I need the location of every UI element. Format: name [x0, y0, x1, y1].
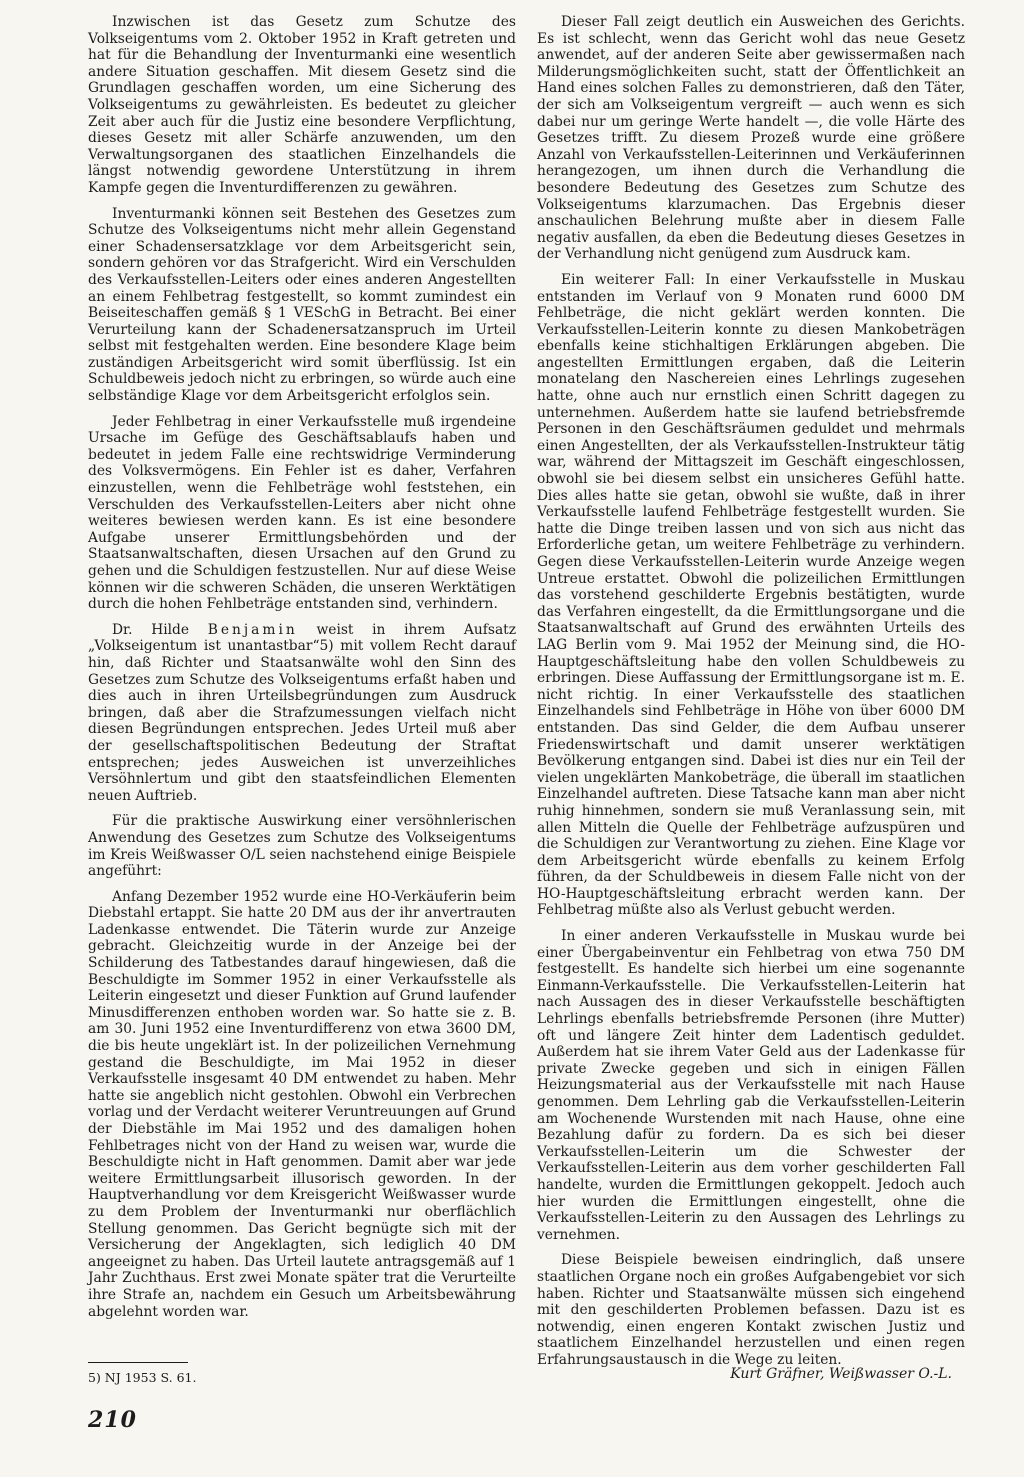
author-signature: Kurt Gräfner, Weißwasser O.-L. [730, 1366, 952, 1382]
paragraph: Dieser Fall zeigt deutlich ein Ausweichen des Gerichts. Es ist schlecht, wenn das Gericht wohl das neue Gesetz anwendet, auf der anderen Seite aber gewissermaßen nach Milderungsmöglichkeiten sucht, statt der Öffentlichkeit an Hand eines solchen Falles zu demonstrieren, daß den Täter, der sich am Volkseigentum vergreift — auch wenn es sich dabei nur um geringe Werte handelt —, die volle Härte des Gesetzes trifft. Zu diesem Prozeß wurde eine größere Anzahl von Verkaufsstellen-Leiterinnen und Verkäuferinnen herangezogen, um ihnen durch die Verhandlung die besondere Bedeutung des Gesetzes zum Schutze des Volkseigentums klarzumachen. Das Ergebnis dieser anschaulichen Belehrung mußte aber in diesem Falle negativ ausfallen, da eben die Bedeutung dieses Gesetzes in der Verhandlung nicht genügend zum Ausdruck kam. [537, 14, 965, 263]
paragraph: Ein weiterer Fall: In einer Verkaufsstelle in Muskau entstanden im Verlauf von 9 Monaten rund 6000 DM Fehlbeträge, die nicht geklärt werden konnten. Die Verkaufsstellen-Leiterin konnte zu diesen Mankobeträgen ebenfalls keine stichhaltigen Erklärungen abgeben. Die angestellten Ermittlungen ergaben, daß die Leiterin monatelang den Naschereien eines Lehrlings zugesehen hatte, ohne auch nur ernstlich einen Schritt dagegen zu unternehmen. Außerdem hatte sie laufend betriebsfremde Personen in den Geschäftsräumen geduldet und mehrmals einen Angestellten, der als Verkaufsstellen-Instrukteur tätig war, während der Mittagszeit im Geschäft eingeschlossen, obwohl sie bei diesem selbst ein unsicheres Gefühl hatte. Dies alles hatte sie getan, obwohl sie wußte, daß in ihrer Verkaufsstelle laufend Fehlbeträge festgestellt wurden. Sie hatte die Dinge treiben lassen und von sich aus nicht das Erforderliche getan, um weitere Fehlbeträge zu verhindern. Gegen diese Verkaufsstellen-Leiterin wurde Anzeige wegen Untreue erstattet. Obwohl die polizeilichen Ermittlungen das vorstehend geschilderte Ergebnis bestätigten, wurde das Verfahren eingestellt, da die Ermittlungsorgane und die Staatsanwaltschaft auf Grund des erwähnten Urteils des LAG Berlin vom 9. Mai 1952 der Meinung sind, die HO-Hauptgeschäftsleitung habe den vollen Schuldbeweis zu erbringen. Diese Auffassung der Ermittlungsorgane ist m. E. nicht richtig. In einer Verkaufsstelle des staatlichen Einzelhandels sind Fehlbeträge in Höhe von über 6000 DM entstanden. Das sind Gelder, die dem Aufbau unserer Friedenswirtschaft und damit unserer werktätigen Bevölkerung entgangen sind. Dabei ist dies nur ein Teil der vielen ungeklärten Mankobeträge, die überall im staatlichen Einzelhandel auftreten. Diese Tatsache kann man aber nicht ruhig hinnehmen, sondern sie muß Veranlassung sein, mit allen Mitteln die Quelle der Fehlbeträge aufzuspüren und die Schuldigen zur Verantwortung zu ziehen. Eine Klage vor dem Arbeitsgericht würde ebenfalls zu keinem Erfolg führen, da der Schuldbeweis in diesem Falle nicht von der HO-Hauptgeschäftsleitung erbracht werden kann. Der Fehlbetrag müßte also als Verlust gebucht werden. [537, 271, 965, 919]
paragraph: Für die praktische Auswirkung einer versöhnlerischen Anwendung des Gesetzes zum Schutze des Volkseigentums im Kreis Weißwasser O/L seien nachstehend einige Beispiele angeführt: [88, 813, 516, 880]
paragraph: Inventurmanki können seit Bestehen des Gesetzes zum Schutze des Volkseigentums nicht mehr allein Gegenstand einer Schadensersatzklage vor dem Arbeitsgericht sein, sondern gehören vor das Strafgericht. Wird ein Verschulden des Verkaufsstellen-Leiters oder eines anderen Angestellten an einem Fehlbetrag festgestellt, so kommt zumindest ein Beiseiteschaffen gemäß § 1 VESchG in Betracht. Bei einer Verurteilung kann der Schadenersatzanspruch im Urteil selbst mit festgehalten werden. Eine besondere Klage beim zuständigen Arbeitsgericht wird somit überflüssig. Ist ein Schuldbeweis jedoch nicht zu erbringen, so würde auch eine selbständige Klage vor dem Arbeitsgericht erfolglos sein. [88, 205, 516, 405]
paragraph: Diese Beispiele beweisen eindringlich, daß unsere staatlichen Organe noch ein großes Aufgabengebiet vor sich haben. Richter und Staatsanwälte müssen sich eingehend mit den geschilderten Problemen befassen. Dazu ist es notwendig, einen engeren Kontakt zwischen Justiz und staatlichem Einzelhandel herzustellen und einen regen Erfahrungsaustausch in die Wege zu leiten. [537, 1252, 965, 1368]
right-column [537, 14, 965, 1378]
benjamin-name: Benjamin [207, 621, 298, 638]
paragraph: Anfang Dezember 1952 wurde eine HO-Verkäuferin beim Diebstahl ertappt. Sie hatte 20 DM aus der ihr anvertrauten Ladenkasse entwendet. Die Täterin wurde zur Anzeige gebracht. Gleichzeitig wurde in der Anzeige bei der Schilderung des Tatbestandes darauf hingewiesen, daß die Beschuldigte im Sommer 1952 in einer Verkaufsstelle als Leiterin eingesetzt und dieser Funktion auf Grund laufender Minusdifferenzen enthoben worden war. So hatte sie z. B. am 30. Juni 1952 eine Inventurdifferenz von etwa 3600 DM, die bis heute ungeklärt ist. In der polizeilichen Vernehmung gestand die Beschuldigte, im Mai 1952 in dieser Verkaufsstelle insgesamt 40 DM entwendet zu haben. Mehr hatte sie angeblich nicht gestohlen. Obwohl ein Verbrechen vorlag und der Verdacht weiterer Veruntreuungen auf Grund der Diebstähle im Mai 1952 und des damaligen hohen Fehlbetrages nicht von der Hand zu weisen war, wurde die Beschuldigte nicht in Haft genommen. Damit aber war jede weitere Ermittlungsarbeit illusorisch geworden. In der Hauptverhandlung vor dem Kreisgericht Weißwasser wurde zu dem Problem der Inventurmanki nur oberflächlich Stellung genommen. Das Gericht begnügte sich mit der Versicherung der Angeklagten, sich lediglich 40 DM angeeignet zu haben. Das Urteil lautete antragsgemäß auf 1 Jahr Zuchthaus. Erst zwei Monate später trat die Verurteilte ihre Strafe an, nachdem ein Gesuch um Arbeitsbewährung abgelehnt worden war. [88, 888, 516, 1320]
benjamin-suffix: weist in ihrem Aufsatz [297, 621, 516, 638]
benjamin-prefix: Dr. Hilde [112, 621, 208, 638]
paragraph-benjamin [88, 622, 516, 805]
paragraph: In einer anderen Verkaufsstelle in Muskau wurde bei einer Übergabeinventur ein Fehlbetrag von etwa 750 DM festgestellt. Es handelte sich hierbei um eine sogenannte Einmann-Verkaufsstelle. Die Verkaufsstellen-Leiterin hat nach Aussagen des in dieser Verkaufsstelle beschäftigten Lehrlings ebenfalls betriebsfremde Personen (ihre Mutter) oft und längere Zeit hinter dem Ladentisch geduldet. Außerdem hat sie ihrem Vater Geld aus der Ladenkasse für private Zwecke gegeben und sich in einigen Fällen Heizungsmaterial aus der Verkaufsstelle mit nach Hause genommen. Dem Lehrling gab die Verkaufsstellen-Leiterin am Wochenende Wurstenden mit nach Hause, ohne eine Bezahlung dafür zu fordern. Da es sich bei dieser Verkaufsstellen-Leiterin um die Schwester der Verkaufsstellen-Leiterin aus dem vorher geschilderten Fall handelte, wurden die Ermittlungen gekoppelt. Jedoch auch hier wurden die Ermittlungen eingestellt, ohne die Verkaufsstellen-Leiterin zu den Aussagen des Lehrlings zu vernehmen. [537, 928, 965, 1243]
paragraph: Jeder Fehlbetrag in einer Verkaufsstelle muß irgendeine Ursache im Gefüge des Geschäftsablaufs haben und bedeutet in jedem Falle eine rechtswidrige Verminderung des Volksvermögens. Ein Fehler ist es daher, Verfahren einzustellen, wenn die Fehlbeträge wohl feststehen, ein Verschulden des Verkaufsstellen-Leiters aber nicht ohne weiteres bewiesen werden kann. Es ist eine besondere Aufgabe unserer Ermittlungsbehörden und der Staatsanwaltschaften, diesen Ursachen auf den Grund zu gehen und die Schuldigen festzustellen. Nur auf diese Weise können wir die schweren Schäden, die unseren Werktätigen durch die hohen Fehlbeträge entstanden sind, verhindern. [88, 413, 516, 613]
footnote-divider [88, 1362, 188, 1363]
paragraph: Inzwischen ist das Gesetz zum Schutze des Volkseigentums vom 2. Oktober 1952 in Kraft getreten und hat für die Behandlung der Inventurmanki eine wesentlich andere Situation geschaffen. Mit diesem Gesetz sind die Grundlagen geschaffen worden, um eine Sicherung des Volkseigentums zu gewährleisten. Es bedeutet zu gleicher Zeit aber auch für die Justiz eine besondere Verpflichtung, dieses Gesetz mit aller Schärfe anzuwenden, um den Verwaltungsorganen des staatlichen Einzelhandels die längst notwendig gewordene Unterstützung in ihrem Kampfe gegen die Inventurdifferenzen zu gewähren. [88, 14, 516, 196]
page-number: 210 [88, 1407, 137, 1433]
footnote: 5) NJ 1953 S. 61. [88, 1370, 197, 1385]
left-column [88, 14, 516, 1329]
paragraph-text: „Volkseigentum ist unantastbar“5) mit vollem Recht darauf hin, daß Richter und Staatsanwälte wohl den Sinn des Gesetzes zum Schutze des Volkseigentums erfaßt haben und dies auch in ihren Urteilsbegründungen zum Ausdruck bringen, daß aber die Strafzumessungen vielfach nicht diesen Begründungen entsprechen. Jedes Urteil muß aber der gesellschaftspolitischen Bedeutung der Straftat entsprechen; jedes Ausweichen ist unverzeihliches Versöhnlertum und gibt den staatsfeindlichen Elementen neuen Auftrieb. [88, 638, 516, 804]
